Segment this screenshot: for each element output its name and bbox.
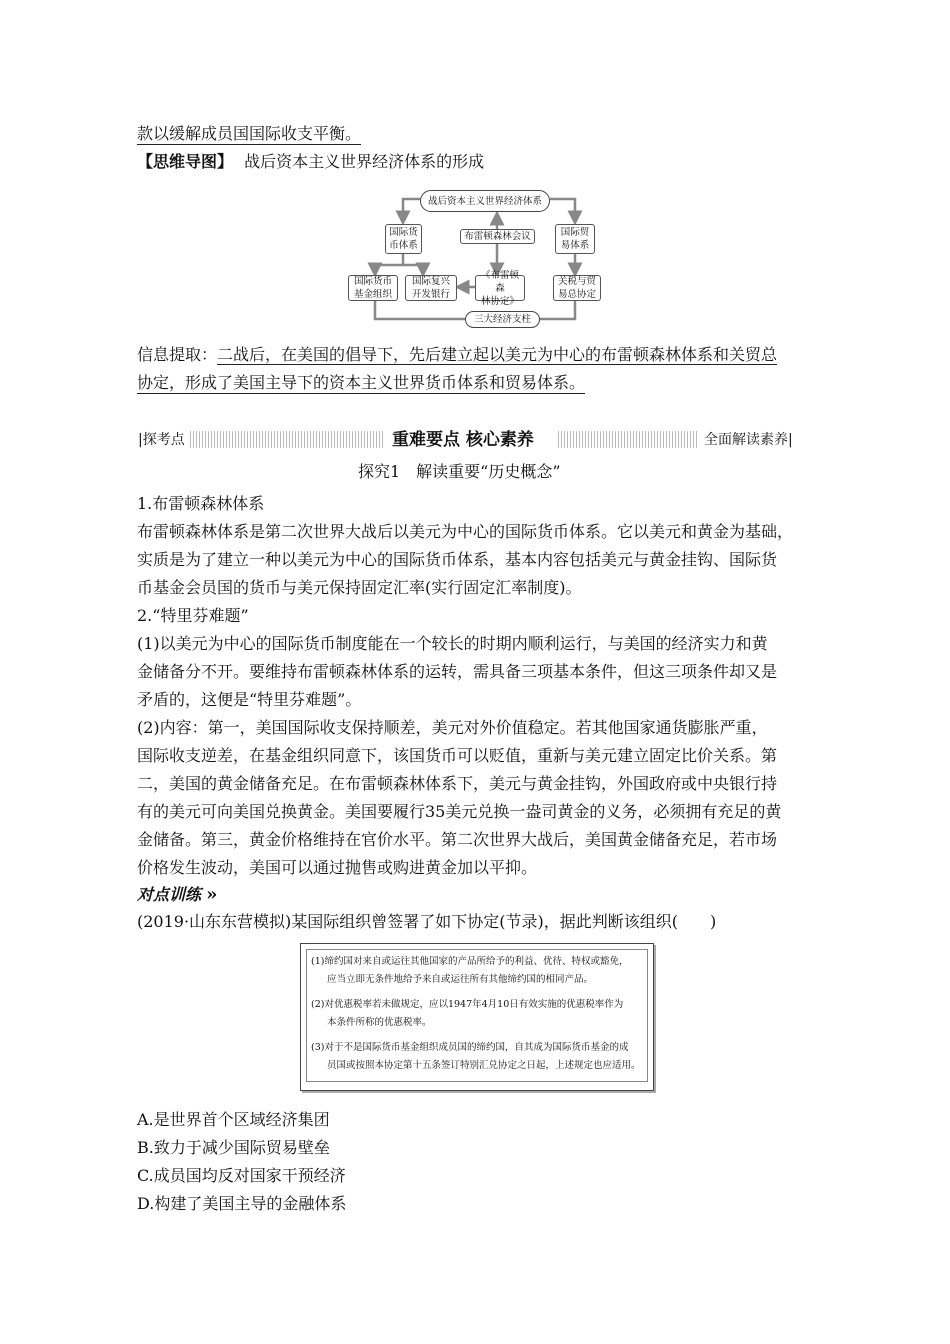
- explore-title: 探究1 解读重要“历史概念”: [358, 462, 561, 481]
- mindmap-diagram: [345, 185, 605, 330]
- agreement-excerpt: [300, 943, 654, 1091]
- agreement-line: (2)对优惠税率若未做规定，应以1947年4月10日有效实施的优惠税率作为: [311, 999, 624, 1010]
- info-label: 信息提取：: [137, 345, 218, 364]
- mindmap-label: 【思维导图】: [137, 152, 234, 171]
- banner-hatch-left: [190, 431, 385, 448]
- banner-left: |探考点: [138, 432, 185, 448]
- mindmap-pillars: 三大经济支柱: [465, 311, 540, 328]
- mindmap-heading: [137, 152, 484, 172]
- trade-system-line1: 国际贸: [560, 227, 590, 238]
- agreement-line: 应当立即无条件地给予来自或运往所有其他缔约国的相同产品。: [327, 974, 594, 985]
- option-a[interactable]: A.是世界首个区域经济集团: [137, 1110, 330, 1129]
- currency-system-line1: 国际货: [389, 227, 418, 238]
- agreement-line: (3)对于不是国际货币基金组织成员国的缔约国，自其成为国际货币基金的成: [311, 1042, 629, 1053]
- body-line: 2.“特里芬难题”: [137, 606, 249, 625]
- option-b[interactable]: B.致力于减少国际贸易壁垒: [137, 1138, 330, 1157]
- gatt-line2: 易总协定: [557, 289, 596, 300]
- mindmap-agreement: [475, 269, 525, 307]
- practice-heading: [137, 885, 217, 905]
- ibrd-line2: 开发银行: [411, 289, 450, 300]
- body-line: 币基金会员国的货币与美元保持固定汇率(实行固定汇率制度)。: [137, 578, 582, 597]
- imf-line2: 基金组织: [353, 289, 392, 300]
- agreement-line1: 《布雷顿森: [480, 269, 519, 294]
- currency-system-line2: 币体系: [389, 240, 418, 251]
- body-line: (2)内容：第一，美国国际收支保持顺差，美元对外价值稳定。若其他国家通货膨胀严重，: [137, 718, 768, 737]
- mindmap-trade-system: [555, 224, 595, 254]
- option-d[interactable]: D.构建了美国主导的金融体系: [137, 1194, 347, 1213]
- agreement-line2: 林协定》: [480, 295, 519, 307]
- body-line: 二，美国的黄金储备充足。在布雷顿森林体系下，美元与黄金挂钩，外国政府或中央银行持: [137, 774, 778, 793]
- mindmap-gatt: [553, 275, 601, 301]
- imf-line1: 国际货币: [353, 276, 392, 287]
- body-line: (1)以美元为中心的国际货币制度能在一个较长的时期内顺利运行，与美国的经济实力和黄: [137, 634, 768, 653]
- intro-line: 款以缓解成员国国际收支平衡。: [137, 124, 362, 143]
- body-line: 金储备。第三，黄金价格维持在官价水平。第二次世界大战后，美国黄金储备充足，若市场: [137, 830, 778, 849]
- ibrd-line1: 国际复兴: [411, 276, 450, 287]
- info-line-2: 协定，形成了美国主导下的资本主义世界货币体系和贸易体系。: [137, 373, 586, 392]
- practice-question: (2019·山东东营模拟)某国际组织曾签署了如下协定(节录)，据此判断该组织( ): [137, 912, 717, 931]
- info-line-1: [137, 345, 777, 365]
- trade-system-line2: 易体系: [560, 240, 590, 251]
- body-line: 金储备分不开。要维持布雷顿森林体系的运转，需具备三项基本条件，但这三项条件却又是: [137, 662, 778, 681]
- body-line: 国际收支逆差，在基金组织同意下，该国货币可以贬值，重新与美元建立固定比价关系。第: [137, 746, 778, 765]
- body-line: 有的美元可向美国兑换黄金。美国要履行35美元兑换一盎司黄金的义务，必须拥有充足的黄: [137, 802, 782, 821]
- option-c[interactable]: C.成员国均反对国家干预经济: [137, 1166, 346, 1185]
- mindmap-bretton-conference: 布雷顿森林会议: [460, 229, 535, 244]
- mindmap-title: 战后资本主义世界经济体系的形成: [244, 152, 485, 171]
- banner-right: 全面解读素养|: [704, 432, 793, 448]
- body-line: 1.布雷顿森林体系: [137, 494, 265, 513]
- mindmap-imf: [348, 275, 398, 301]
- practice-label: 对点训练: [137, 885, 202, 904]
- gatt-line1: 关税与贸: [557, 276, 596, 287]
- body-line: 矛盾的，这便是“特里芬难题”。: [137, 690, 362, 709]
- mindmap-top-node: 战后资本主义世界经济体系: [420, 190, 550, 212]
- mindmap-ibrd: [405, 275, 457, 301]
- double-chevron-icon: »: [206, 884, 218, 905]
- body-line: 实质是为了建立一种以美元为中心的国际货币体系，基本内容包括美元与黄金挂钩、国际货: [137, 550, 778, 569]
- body-line: 价格发生波动，美国可以通过抛售或购进黄金加以平抑。: [137, 858, 538, 877]
- body-line: 布雷顿森林体系是第二次世界大战后以美元为中心的国际货币体系。它以美元和黄金为基础，: [137, 522, 794, 541]
- agreement-line: 员国或按照本协定第十五条签订特别汇兑协定之日起，上述规定也应适用。: [327, 1060, 641, 1071]
- info-text-1: 二战后，在美国的倡导下，先后建立起以美元为中心的布雷顿森林体系和关贸总: [217, 345, 778, 364]
- mindmap-currency-system: [385, 224, 422, 254]
- agreement-line: (1)缔约国对来自或运往其他国家的产品所给予的利益、优待、特权或豁免，: [311, 956, 629, 967]
- agreement-line: 本条件所称的优惠税率。: [327, 1017, 432, 1028]
- banner-center: 重难要点 核心素养: [392, 430, 534, 450]
- banner-hatch-right: [558, 431, 698, 448]
